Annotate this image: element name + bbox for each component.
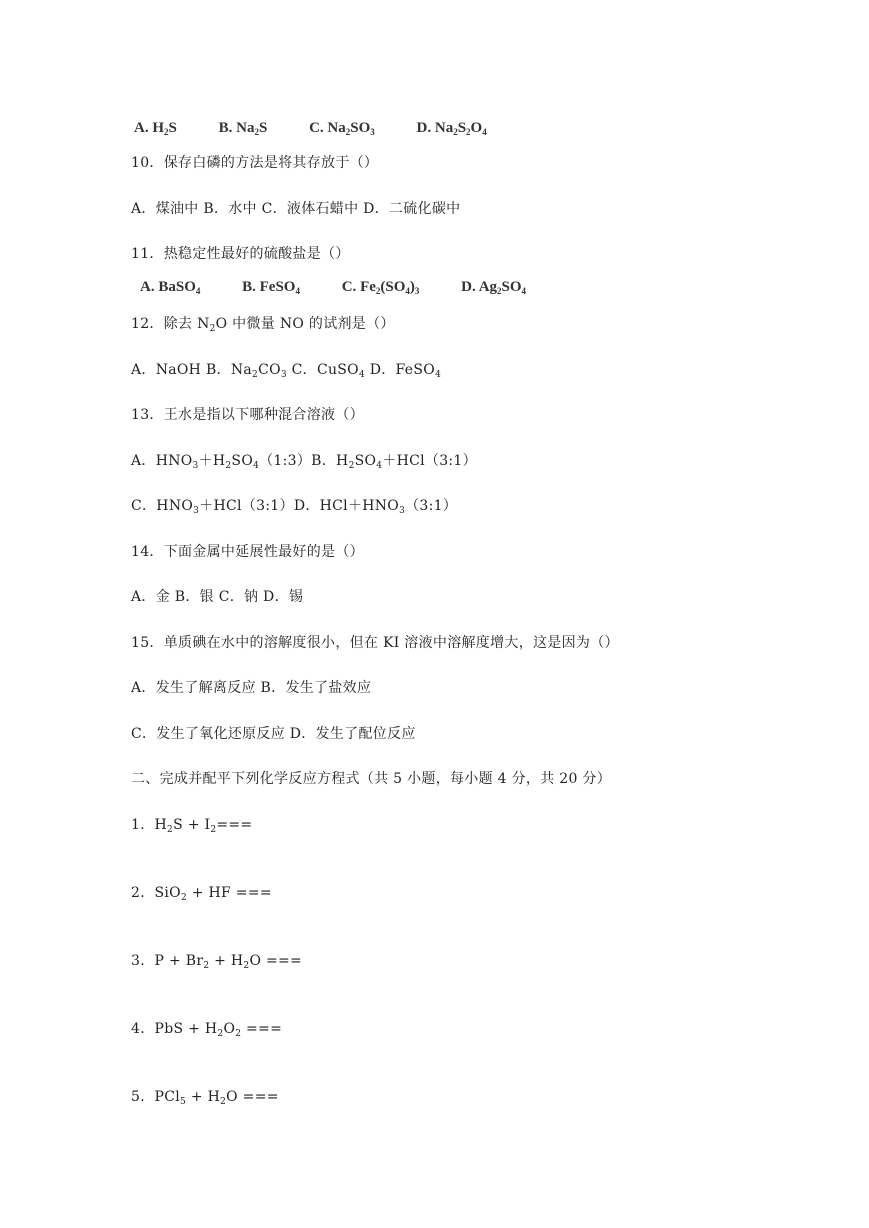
equation-4: 4．PbS + $H_2O_2$ ===: [131, 1021, 283, 1039]
q15-stem: 15．单质碘在水中的溶解度很小，但在 KI 溶液中溶解度增大，这是因为（）: [131, 635, 619, 651]
q15-options-line2: C．发生了氧化还原反应 D．发生了配位反应: [131, 726, 416, 742]
q10-options: A．煤油中 B．水中 C．液体石蜡中 D．二硫化碳中: [131, 201, 461, 217]
q11-stem: 11．热稳定性最好的硫酸盐是（）: [131, 246, 350, 262]
equation-3: 3．$P + Br_2 + H_2O$ ===: [131, 953, 303, 971]
equation-2: 2．SiO$_2$ + HF ===: [131, 885, 272, 903]
q13-options-line1: A．$HNO_3+H_2SO_4(1:3)B$．$H_2SO_4+HCl(3:1)$: [131, 453, 477, 471]
section2-title: 二、完成并配平下列化学反应方程式（共 5 小题，每小题 4 分，共 20 分）: [131, 771, 612, 787]
q9-option-b: B. $Na_2S$: [218, 120, 268, 137]
q9-option-c: C. $Na_2SO_3$: [309, 120, 375, 137]
q9-option-d: D. $Na_2S_2O_4$: [416, 120, 487, 137]
q11-option-c: C. $Fe_2(SO_4)_3$: [341, 279, 420, 296]
q14-stem: 14．下面金属中延展性最好的是（）: [131, 544, 364, 560]
q15-options-line1: A．发生了解离反应 B．发生了盐效应: [131, 680, 372, 696]
q11-options: [140, 279, 564, 296]
q13-stem: 13．王水是指以下哪种混合溶液（）: [131, 407, 364, 423]
q9-options: [134, 120, 525, 137]
q11-option-a: A. BaSO$_4$: [140, 279, 201, 296]
q10-stem: 10．保存白磷的方法是将其存放于（）: [131, 155, 379, 171]
q11-option-d: D. $Ag_2SO_4$: [461, 279, 527, 296]
q13-options-line2: C．$HNO_3+HCl(3:1)D$．$HCl+HNO_3(3:1)$: [131, 498, 458, 516]
q9-option-a: A. $H_2S$: [134, 120, 177, 137]
q12-stem: 12．除去 $N_2O$ 中微量 NO 的试剂是（）: [131, 316, 395, 334]
q14-options: A．金 B．银 C．钠 D．锡: [131, 589, 304, 605]
q12-options: A．NaOH B．$Na_2CO_3$ C．CuSO$_4$ D．FeSO$_4$: [131, 362, 442, 380]
equation-1: 1．$H_2S + I_2===$: [131, 817, 253, 835]
equation-5: 5．$PCl_5 + H_2O$ ===: [131, 1089, 279, 1107]
q11-option-b: B. FeSO$_4$: [242, 279, 300, 296]
